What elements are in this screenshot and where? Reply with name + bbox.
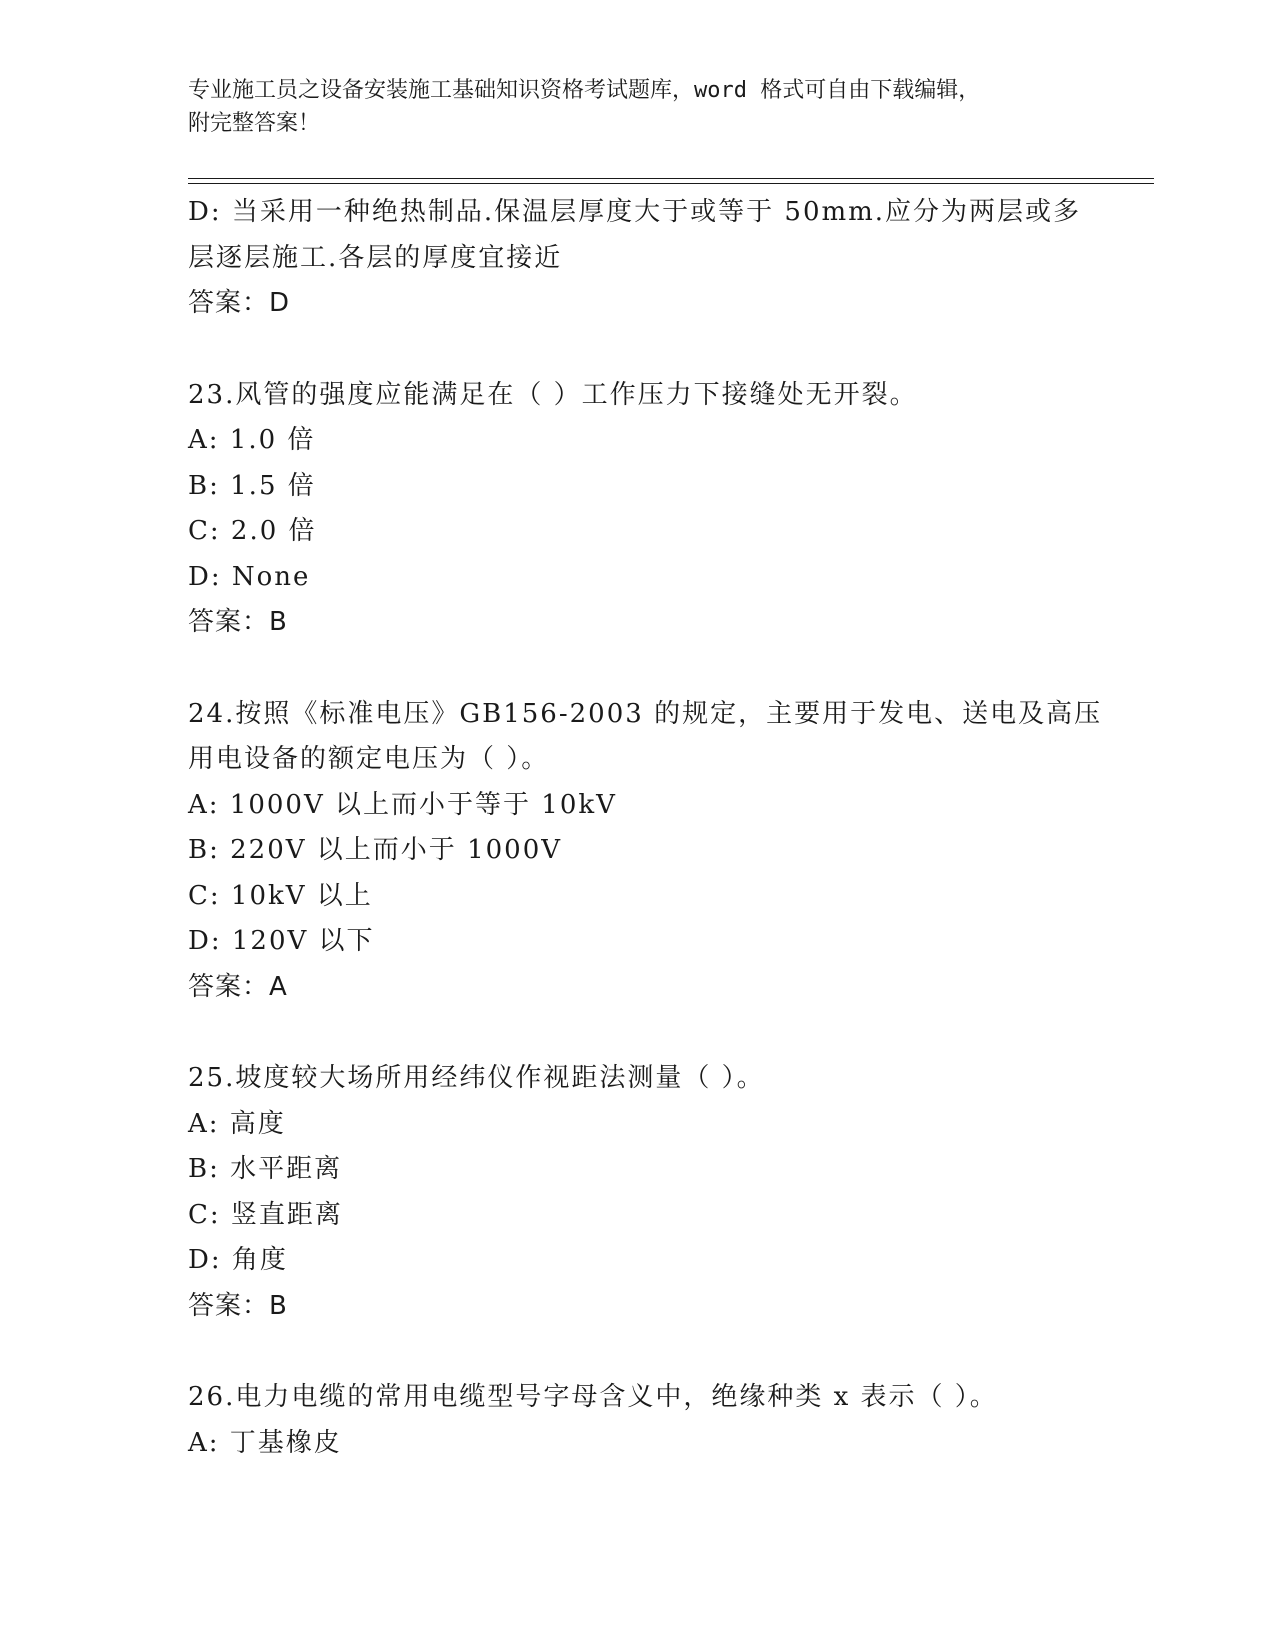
answer: 答案：B xyxy=(188,607,288,637)
option-c: C: 10kV 以上 xyxy=(188,880,373,911)
question-separator xyxy=(188,327,1108,373)
question-23 xyxy=(188,373,1108,646)
option-c: C: 竖直距离 xyxy=(188,1199,343,1230)
answer: 答案：B xyxy=(188,1290,288,1321)
question-22-tail xyxy=(188,190,1108,327)
question-24 xyxy=(188,692,1108,1011)
option-b: B: 水平距离 xyxy=(188,1154,343,1184)
question-25 xyxy=(188,1056,1108,1329)
question-separator xyxy=(188,646,1108,692)
option-a: A: 丁基橡皮 xyxy=(188,1427,342,1458)
option-a: A: 1000V 以上而小于等于 10kV xyxy=(188,789,617,820)
question-list xyxy=(188,190,1108,1466)
option-d-line-2: 层逐层施工.各层的厚度宜接近 xyxy=(188,242,563,273)
option-d-line-1: D: 当采用一种绝热制品.保温层厚度大于或等于 50mm.应分为两层或多 xyxy=(188,197,1082,227)
document-header xyxy=(188,74,1088,140)
question-separator xyxy=(188,1010,1108,1056)
option-b: B: 1.5 倍 xyxy=(188,470,316,501)
option-d: D: 角度 xyxy=(188,1245,288,1275)
question-stem: 26.电力电缆的常用电缆型号字母含义中，绝缘种类 x 表示（ ）。 xyxy=(188,1382,998,1412)
answer: 答案：A xyxy=(188,971,288,1002)
answer: 答案：D xyxy=(188,288,291,318)
header-rule-bottom xyxy=(188,183,1154,184)
option-d: D: 120V 以下 xyxy=(188,926,375,956)
question-stem-line-2: 用电设备的额定电压为（ ）。 xyxy=(188,744,550,774)
header-title-line-2: 附完整答案！ xyxy=(188,111,321,136)
option-d: D: None xyxy=(188,561,311,592)
question-26 xyxy=(188,1375,1108,1466)
question-stem: 25.坡度较大场所用经纬仪作视距法测量（ ）。 xyxy=(188,1063,765,1093)
option-c: C: 2.0 倍 xyxy=(188,516,317,546)
header-rule-top xyxy=(188,178,1154,179)
question-separator xyxy=(188,1329,1108,1375)
option-b: B: 220V 以上而小于 1000V xyxy=(188,835,563,865)
question-stem-line-1: 24.按照《标准电压》GB156-2003 的规定，主要用于发电、送电及高压 xyxy=(188,698,1103,729)
option-a: A: 高度 xyxy=(188,1108,286,1139)
option-a: A: 1.0 倍 xyxy=(188,425,316,455)
question-stem: 23.风管的强度应能满足在（ ）工作压力下接缝处无开裂。 xyxy=(188,379,918,410)
header-title-line-1: 专业施工员之设备安装施工基础知识资格考试题库，word 格式可自由下载编辑， xyxy=(188,78,981,103)
